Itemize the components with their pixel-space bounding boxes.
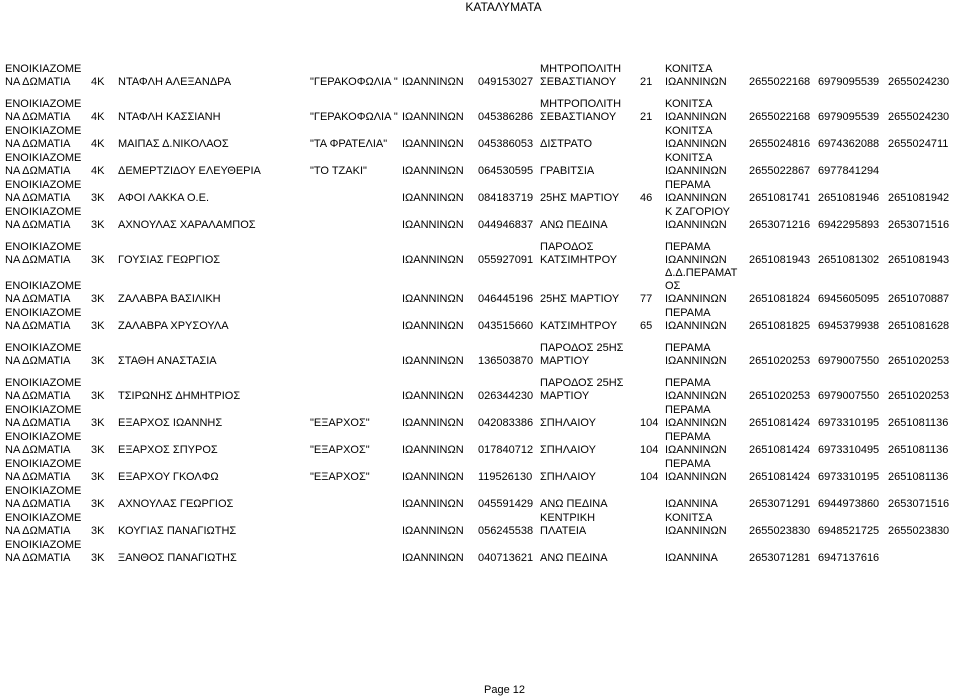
lodging-type-cell: ΕΝΟΙΚΙΑΖΟΜΕ ΝΑ ΔΩΜΑΤΙΑ <box>5 404 82 429</box>
business-name-cell <box>308 341 400 368</box>
keys-rating-cell: 3Κ <box>91 219 105 231</box>
street-number-cell <box>638 538 663 565</box>
phone-2-cell: 6973310195 <box>818 471 880 483</box>
street-cell: ΣΠΗΛΑΙΟΥ <box>540 444 596 456</box>
prefecture-cell: ΙΩΑΝΝΙΝΩΝ <box>402 471 464 483</box>
tax-id-cell: 044946837 <box>478 219 534 231</box>
phone-2-cell: 6973310495 <box>818 444 880 456</box>
prefecture-cell: ΙΩΑΝΝΙΝΩΝ <box>402 444 464 456</box>
lodging-type-cell: ΕΝΟΙΚΙΑΖΟΜΕ ΝΑ ΔΩΜΑΤΙΑ <box>5 539 82 564</box>
owner-name-cell: ΚΟΥΓΙΑΣ ΠΑΝΑΓΙΩΤΗΣ <box>118 525 237 537</box>
phone-2-cell: 6948521725 <box>818 525 880 537</box>
business-name-cell <box>308 511 400 538</box>
business-name-cell <box>308 484 400 511</box>
owner-name-cell: ΕΞΑΡΧΟΥ ΓΚΟΛΦΩ <box>118 471 219 483</box>
table-row <box>3 538 956 565</box>
tax-id-cell: 056245538 <box>478 525 534 537</box>
business-name-cell: "ΕΞΑΡΧΟΣ" <box>310 417 370 429</box>
lodging-type-cell: ΕΝΟΙΚΙΑΖΟΜΕ ΝΑ ΔΩΜΑΤΙΑ <box>5 458 82 483</box>
street-number-cell <box>638 341 663 368</box>
phone-2-cell: 6979007550 <box>818 355 880 367</box>
phone-3-cell: 2651081136 <box>888 444 949 456</box>
street-number-cell <box>638 205 663 232</box>
phone-1-cell: 2651081741 <box>749 192 811 204</box>
phone-2-cell: 6944973860 <box>818 498 880 510</box>
table-row <box>3 511 956 538</box>
phone-3-cell: 2653071516 <box>888 498 950 510</box>
business-name-cell <box>308 376 400 403</box>
table-row <box>3 457 956 484</box>
table-row <box>3 151 956 178</box>
phone-1-cell: 2655023830 <box>749 525 811 537</box>
street-number-cell: 65 <box>640 320 653 332</box>
phone-3-cell: 2651081136 <box>888 471 949 483</box>
street-cell: ΚΕΝΤΡΙΚΗ ΠΛΑΤΕΙΑ <box>540 512 596 537</box>
street-number-cell: 46 <box>640 192 653 204</box>
tax-id-cell: 045386053 <box>478 138 534 150</box>
keys-rating-cell: 3Κ <box>91 552 105 564</box>
owner-name-cell: ΝΤΑΦΛΗ ΑΛΕΞΑΝΔΡΑ <box>118 76 232 88</box>
table-row <box>3 267 956 306</box>
street-number-cell <box>638 151 663 178</box>
spacer-cell <box>3 368 956 376</box>
city-cell: ΠΕΡΑΜΑ ΙΩΑΝΝΙΝΩΝ <box>665 179 727 204</box>
owner-name-cell: ΑΧΝΟΥΛΑΣ ΓΕΩΡΓΙΟΣ <box>118 498 234 510</box>
street-cell: 25ΗΣ ΜΑΡΤΙΟΥ <box>540 293 620 305</box>
street-cell: ΓΡΑΒΙΤΣΙΑ <box>540 165 595 177</box>
tax-id-cell: 017840712 <box>478 444 534 456</box>
street-number-cell: 77 <box>640 293 653 305</box>
row-spacer <box>3 232 956 240</box>
lodging-type-cell: ΕΝΟΙΚΙΑΖΟΜΕ ΝΑ ΔΩΜΑΤΙΑ <box>5 241 82 266</box>
owner-name-cell: ΕΞΑΡΧΟΣ ΙΩΑΝΝΗΣ <box>118 417 223 429</box>
lodging-table-body <box>3 62 956 565</box>
keys-rating-cell: 3Κ <box>91 390 105 402</box>
business-name-cell: "ΕΞΑΡΧΟΣ" <box>310 444 370 456</box>
street-number-cell <box>638 511 663 538</box>
city-cell: Κ ΖΑΓΟΡΙΟΥ ΙΩΑΝΝΙΝΩΝ <box>665 206 730 231</box>
lodging-type-cell: ΕΝΟΙΚΙΑΖΟΜΕ ΝΑ ΔΩΜΑΤΙΑ <box>5 125 82 150</box>
phone-3-cell: 2651070887 <box>888 293 950 305</box>
lodging-type-cell: ΕΝΟΙΚΙΑΖΟΜΕ ΝΑ ΔΩΜΑΤΙΑ <box>5 377 82 402</box>
table-row <box>3 376 956 403</box>
business-name-cell: "ΤΟ ΤΖΑΚΙ" <box>310 165 367 177</box>
city-cell: ΙΩΑΝΝΙΝΑ <box>665 498 718 510</box>
city-cell: ΠΕΡΑΜΑ ΙΩΑΝΝΙΝΩΝ <box>665 431 727 456</box>
street-number-cell: 21 <box>640 76 653 88</box>
business-name-cell <box>308 267 400 306</box>
owner-name-cell: ΝΤΑΦΛΗ ΚΑΣΣΙΑΝΗ <box>118 111 221 123</box>
street-cell: ΑΝΩ ΠΕΔΙΝΑ <box>540 498 608 510</box>
lodging-type-cell: ΕΝΟΙΚΙΑΖΟΜΕ ΝΑ ΔΩΜΑΤΙΑ <box>5 307 82 332</box>
page-title: ΚΑΤΑΛΥΜΑΤΑ <box>465 0 542 14</box>
keys-rating-cell: 3Κ <box>91 471 105 483</box>
owner-name-cell: ΖΑΛΑΒΡΑ ΒΑΣΙΛΙΚΗ <box>118 293 221 305</box>
phone-2-cell: 2651081946 <box>818 192 880 204</box>
phone-2-cell: 6947137616 <box>818 552 880 564</box>
tax-id-cell: 040713621 <box>478 552 534 564</box>
row-spacer <box>3 368 956 376</box>
street-number-cell: 104 <box>640 444 659 456</box>
prefecture-cell: ΙΩΑΝΝΙΝΩΝ <box>402 219 464 231</box>
table-row <box>3 403 956 430</box>
owner-name-cell: ΣΤΑΘΗ ΑΝΑΣΤΑΣΙΑ <box>118 355 217 367</box>
lodging-type-cell: ΕΝΟΙΚΙΑΖΟΜΕ ΝΑ ΔΩΜΑΤΙΑ <box>5 342 82 367</box>
spacer-cell <box>3 232 956 240</box>
table-row <box>3 240 956 267</box>
city-cell: ΚΟΝΙΤΣΑ ΙΩΑΝΝΙΝΩΝ <box>665 63 727 88</box>
street-cell: ΣΠΗΛΑΙΟΥ <box>540 417 596 429</box>
street-cell: ΠΑΡΟΔΟΣ 25ΗΣ ΜΑΡΤΙΟΥ <box>540 377 624 402</box>
prefecture-cell: ΙΩΑΝΝΙΝΩΝ <box>402 552 464 564</box>
keys-rating-cell: 3Κ <box>91 355 105 367</box>
prefecture-cell: ΙΩΑΝΝΙΝΩΝ <box>402 165 464 177</box>
owner-name-cell: ΕΞΑΡΧΟΣ ΣΠΥΡΟΣ <box>118 444 218 456</box>
street-cell: ΠΑΡΟΔΟΣ ΚΑΤΣΙΜΗΤΡΟΥ <box>540 241 618 266</box>
phone-2-cell: 6942295893 <box>818 219 880 231</box>
city-cell: Δ.Δ.ΠΕΡΑΜΑΤ ΟΣ ΙΩΑΝΝΙΝΩΝ <box>665 267 738 305</box>
phone-1-cell: 2651081824 <box>749 293 811 305</box>
keys-rating-cell: 4Κ <box>91 76 105 88</box>
business-name-cell <box>308 240 400 267</box>
street-cell: ΣΠΗΛΑΙΟΥ <box>540 471 596 483</box>
phone-3-cell: 2655024230 <box>888 111 950 123</box>
street-number-cell <box>638 484 663 511</box>
phone-1-cell: 2651081825 <box>749 320 811 332</box>
city-cell: ΚΟΝΙΤΣΑ ΙΩΑΝΝΙΝΩΝ <box>665 125 727 150</box>
phone-3-cell: 2653071516 <box>888 219 950 231</box>
tax-id-cell: 084183719 <box>478 192 534 204</box>
phone-3-cell: 2655024711 <box>888 138 949 150</box>
business-name-cell <box>308 205 400 232</box>
prefecture-cell: ΙΩΑΝΝΙΝΩΝ <box>402 417 464 429</box>
business-name-cell: "ΕΞΑΡΧΟΣ" <box>310 471 370 483</box>
table-row <box>3 306 956 333</box>
business-name-cell <box>308 306 400 333</box>
phone-2-cell: 6973310195 <box>818 417 880 429</box>
table-row <box>3 178 956 205</box>
tax-id-cell: 049153027 <box>478 76 534 88</box>
street-number-cell: 104 <box>640 417 659 429</box>
street-cell: ΑΝΩ ΠΕΔΙΝΑ <box>540 219 608 231</box>
city-cell: ΚΟΝΙΤΣΑ ΙΩΑΝΝΙΝΩΝ <box>665 152 727 177</box>
table-row <box>3 430 956 457</box>
prefecture-cell: ΙΩΑΝΝΙΝΩΝ <box>402 138 464 150</box>
phone-2-cell: 6979007550 <box>818 390 880 402</box>
street-number-cell <box>638 376 663 403</box>
phone-2-cell: 2651081302 <box>818 254 880 266</box>
phone-1-cell: 2655022867 <box>749 165 811 177</box>
lodging-type-cell: ΕΝΟΙΚΙΑΖΟΜΕ ΝΑ ΔΩΜΑΤΙΑ <box>5 280 82 305</box>
street-cell: ΜΗΤΡΟΠΟΛΙΤΗ ΣΕΒΑΣΤΙΑΝΟΥ <box>540 98 622 123</box>
business-name-cell <box>308 538 400 565</box>
street-cell: ΜΗΤΡΟΠΟΛΙΤΗ ΣΕΒΑΣΤΙΑΝΟΥ <box>540 63 622 88</box>
owner-name-cell: ΑΧΝΟΥΛΑΣ ΧΑΡΑΛΑΜΠΟΣ <box>118 219 256 231</box>
table-row <box>3 97 956 124</box>
phone-3-cell: 2655023830 <box>888 525 950 537</box>
tax-id-cell: 055927091 <box>478 254 534 266</box>
phone-3-cell: 2651081943 <box>888 254 950 266</box>
city-cell: ΠΕΡΑΜΑ ΙΩΑΝΝΙΝΩΝ <box>665 307 727 332</box>
owner-name-cell: ΔΕΜΕΡΤΖΙΔΟΥ ΕΛΕΥΘΕΡΙΑ <box>118 165 261 177</box>
keys-rating-cell: 3Κ <box>91 444 105 456</box>
keys-rating-cell: 3Κ <box>91 498 105 510</box>
prefecture-cell: ΙΩΑΝΝΙΝΩΝ <box>402 390 464 402</box>
keys-rating-cell: 3Κ <box>91 417 105 429</box>
phone-2-cell: 6945379938 <box>818 320 880 332</box>
city-cell: ΚΟΝΙΤΣΑ ΙΩΑΝΝΙΝΩΝ <box>665 98 727 123</box>
phone-3-cell: 2655024230 <box>888 76 950 88</box>
street-number-cell: 21 <box>640 111 653 123</box>
tax-id-cell: 046445196 <box>478 293 534 305</box>
owner-name-cell: ΞΑΝΘΟΣ ΠΑΝΑΓΙΩΤΗΣ <box>118 552 237 564</box>
phone-1-cell: 2653071281 <box>749 552 811 564</box>
row-spacer <box>3 333 956 341</box>
keys-rating-cell: 3Κ <box>91 525 105 537</box>
city-cell: ΠΕΡΑΜΑ ΙΩΑΝΝΙΝΩΝ <box>665 342 727 367</box>
tax-id-cell: 064530595 <box>478 165 534 177</box>
city-cell: ΠΕΡΑΜΑ ΙΩΑΝΝΙΝΩΝ <box>665 377 727 402</box>
spacer-cell <box>3 89 956 97</box>
street-cell: ΔΙΣΤΡΑΤΟ <box>540 138 593 150</box>
prefecture-cell: ΙΩΑΝΝΙΝΩΝ <box>402 525 464 537</box>
phone-1-cell: 2651081424 <box>749 471 811 483</box>
phone-1-cell: 2655024816 <box>749 138 811 150</box>
phone-1-cell: 2653071291 <box>749 498 811 510</box>
prefecture-cell: ΙΩΑΝΝΙΝΩΝ <box>402 192 464 204</box>
street-cell: ΚΑΤΣΙΜΗΤΡΟΥ <box>540 320 618 332</box>
keys-rating-cell: 4Κ <box>91 111 105 123</box>
phone-1-cell: 2655022168 <box>749 76 811 88</box>
keys-rating-cell: 3Κ <box>91 293 105 305</box>
phone-3-cell: 2651020253 <box>888 390 950 402</box>
spacer-cell <box>3 333 956 341</box>
tax-id-cell: 026344230 <box>478 390 534 402</box>
city-cell: ΠΕΡΑΜΑ ΙΩΑΝΝΙΝΩΝ <box>665 404 727 429</box>
phone-1-cell: 2651081424 <box>749 417 811 429</box>
phone-3-cell <box>886 538 956 565</box>
table-row <box>3 124 956 151</box>
lodging-type-cell: ΕΝΟΙΚΙΑΖΟΜΕ ΝΑ ΔΩΜΑΤΙΑ <box>5 63 82 88</box>
prefecture-cell: ΙΩΑΝΝΙΝΩΝ <box>402 498 464 510</box>
keys-rating-cell: 3Κ <box>91 254 105 266</box>
business-name-cell: "ΤΑ ΦΡΑΤΕΛΙΑ" <box>310 138 388 150</box>
tax-id-cell: 045591429 <box>478 498 534 510</box>
business-name-cell: "ΓΕΡΑΚΟΦΩΛΙΑ " <box>310 76 398 88</box>
city-cell: ΠΕΡΑΜΑ ΙΩΑΝΝΙΝΩΝ <box>665 241 727 266</box>
keys-rating-cell: 4Κ <box>91 138 105 150</box>
phone-1-cell: 2651020253 <box>749 355 811 367</box>
keys-rating-cell: 3Κ <box>91 320 105 332</box>
phone-1-cell: 2653071216 <box>749 219 811 231</box>
tax-id-cell: 045386286 <box>478 111 534 123</box>
lodging-table <box>3 62 956 565</box>
street-cell: ΠΑΡΟΔΟΣ 25ΗΣ ΜΑΡΤΙΟΥ <box>540 342 624 367</box>
tax-id-cell: 136503870 <box>478 355 534 367</box>
lodging-type-cell: ΕΝΟΙΚΙΑΖΟΜΕ ΝΑ ΔΩΜΑΤΙΑ <box>5 98 82 123</box>
prefecture-cell: ΙΩΑΝΝΙΝΩΝ <box>402 254 464 266</box>
owner-name-cell: ΖΑΛΑΒΡΑ ΧΡΥΣΟΥΛΑ <box>118 320 229 332</box>
street-number-cell <box>638 124 663 151</box>
page-number: Page 12 <box>484 684 525 696</box>
table-row <box>3 341 956 368</box>
tax-id-cell: 043515660 <box>478 320 534 332</box>
street-number-cell: 104 <box>640 471 659 483</box>
lodging-type-cell: ΕΝΟΙΚΙΑΖΟΜΕ ΝΑ ΔΩΜΑΤΙΑ <box>5 431 82 456</box>
prefecture-cell: ΙΩΑΝΝΙΝΩΝ <box>402 76 464 88</box>
phone-1-cell: 2651081943 <box>749 254 811 266</box>
prefecture-cell: ΙΩΑΝΝΙΝΩΝ <box>402 355 464 367</box>
table-row <box>3 205 956 232</box>
phone-3-cell: 2651081942 <box>888 192 950 204</box>
owner-name-cell: ΤΣΙΡΩΝΗΣ ΔΗΜΗΤΡΙΟΣ <box>118 390 241 402</box>
owner-name-cell: ΜΑΙΠΑΣ Δ.ΝΙΚΟΛΑΟΣ <box>118 138 229 150</box>
table-row <box>3 484 956 511</box>
lodging-type-cell: ΕΝΟΙΚΙΑΖΟΜΕ ΝΑ ΔΩΜΑΤΙΑ <box>5 179 82 204</box>
street-cell: ΑΝΩ ΠΕΔΙΝΑ <box>540 552 608 564</box>
prefecture-cell: ΙΩΑΝΝΙΝΩΝ <box>402 111 464 123</box>
owner-name-cell: ΓΟΥΣΙΑΣ ΓΕΩΡΓΙΟΣ <box>118 254 221 266</box>
tax-id-cell: 042083386 <box>478 417 534 429</box>
table-row <box>3 62 956 89</box>
street-number-cell <box>638 240 663 267</box>
phone-2-cell: 6979095539 <box>818 76 880 88</box>
phone-1-cell: 2655022168 <box>749 111 811 123</box>
phone-1-cell: 2651081424 <box>749 444 811 456</box>
lodging-type-cell: ΕΝΟΙΚΙΑΖΟΜΕ ΝΑ ΔΩΜΑΤΙΑ <box>5 512 82 537</box>
lodging-type-cell: ΕΝΟΙΚΙΑΖΟΜΕ ΝΑ ΔΩΜΑΤΙΑ <box>5 206 82 231</box>
city-cell: ΠΕΡΑΜΑ ΙΩΑΝΝΙΝΩΝ <box>665 458 727 483</box>
keys-rating-cell: 3Κ <box>91 192 105 204</box>
lodging-type-cell: ΕΝΟΙΚΙΑΖΟΜΕ ΝΑ ΔΩΜΑΤΙΑ <box>5 485 82 510</box>
city-cell: ΙΩΑΝΝΙΝΑ <box>665 552 718 564</box>
phone-3-cell: 2651081628 <box>888 320 950 332</box>
business-name-cell: "ΓΕΡΑΚΟΦΩΛΙΑ " <box>310 111 398 123</box>
tax-id-cell: 119526130 <box>478 471 533 483</box>
phone-2-cell: 6977841294 <box>818 165 880 177</box>
phone-2-cell: 6974362088 <box>818 138 880 150</box>
street-cell: 25ΗΣ ΜΑΡΤΙΟΥ <box>540 192 620 204</box>
prefecture-cell: ΙΩΑΝΝΙΝΩΝ <box>402 320 464 332</box>
row-spacer <box>3 89 956 97</box>
phone-3-cell: 2651081136 <box>888 417 949 429</box>
city-cell: ΚΟΝΙΤΣΑ ΙΩΑΝΝΙΝΩΝ <box>665 512 727 537</box>
phone-3-cell: 2651020253 <box>888 355 950 367</box>
business-name-cell <box>308 178 400 205</box>
phone-3-cell <box>886 151 956 178</box>
lodging-type-cell: ΕΝΟΙΚΙΑΖΟΜΕ ΝΑ ΔΩΜΑΤΙΑ <box>5 152 82 177</box>
owner-name-cell: ΑΦΟΙ ΛΑΚΚΑ Ο.Ε. <box>118 192 210 204</box>
keys-rating-cell: 4Κ <box>91 165 105 177</box>
prefecture-cell: ΙΩΑΝΝΙΝΩΝ <box>402 293 464 305</box>
phone-2-cell: 6945605095 <box>818 293 880 305</box>
phone-1-cell: 2651020253 <box>749 390 811 402</box>
phone-2-cell: 6979095539 <box>818 111 880 123</box>
